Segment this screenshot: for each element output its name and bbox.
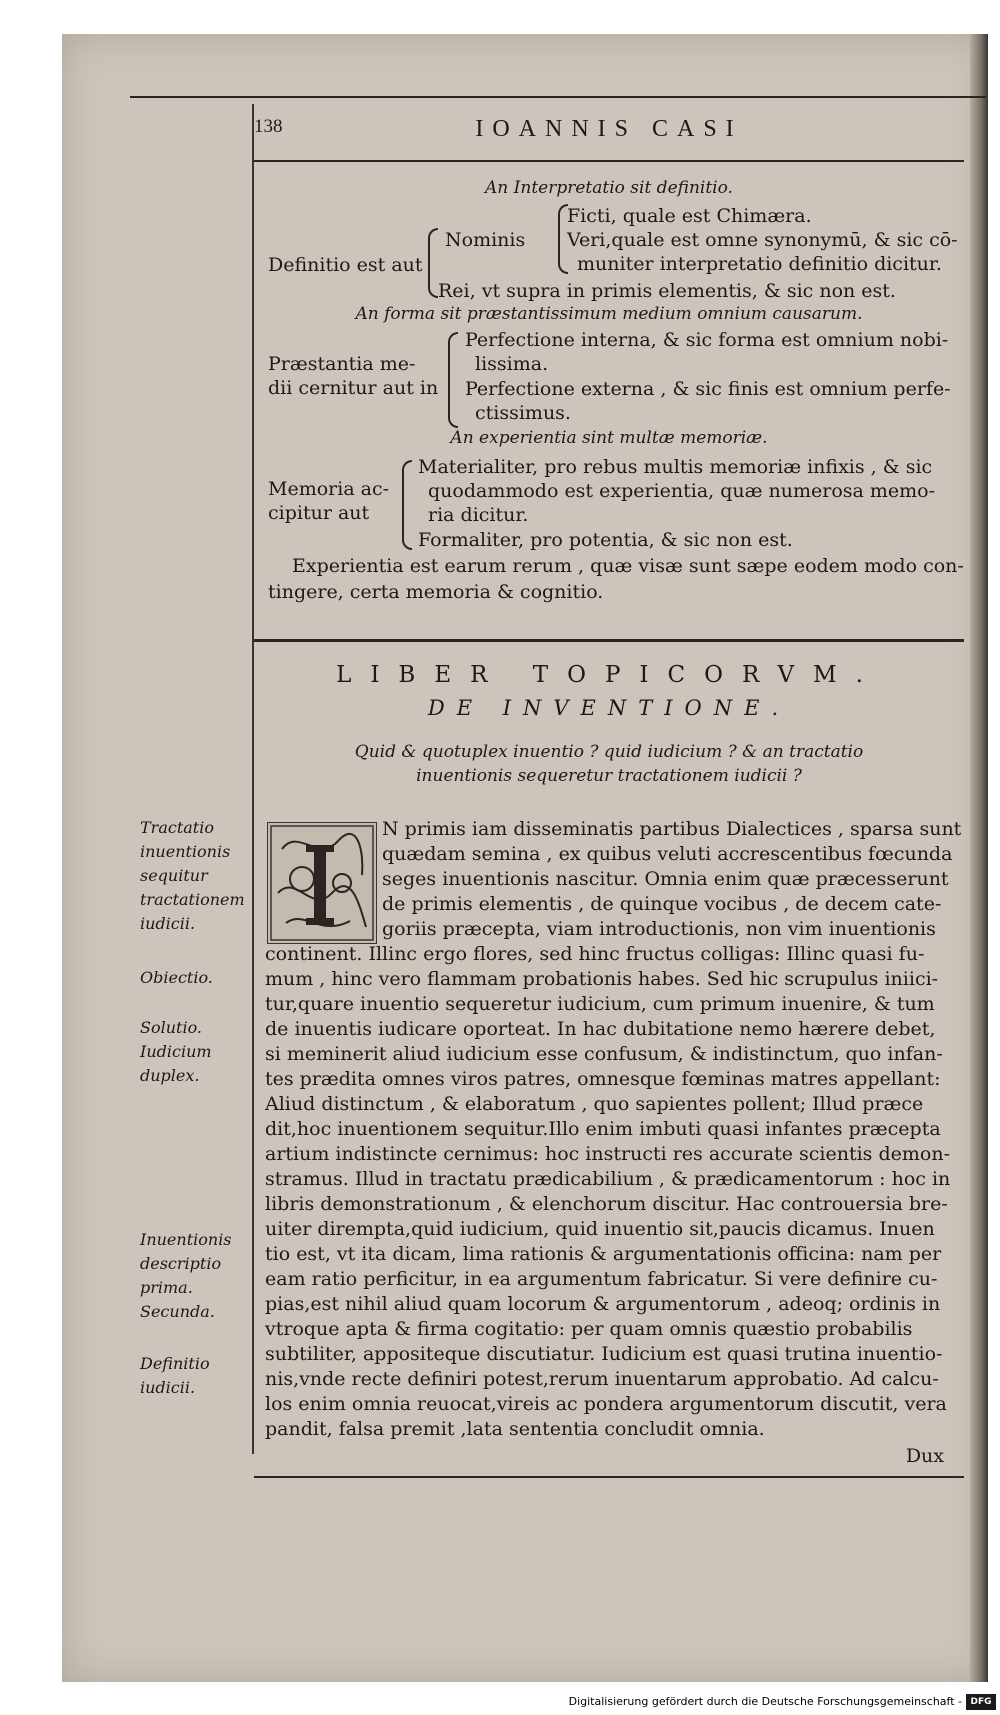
perfectione-interna-1: Perfectione interna, & sic forma est omnium nobi- <box>465 329 949 351</box>
experientia-def-1: Experientia est earum rerum , quæ visæ sunt sæpe eodem modo con- <box>292 555 964 577</box>
running-header <box>254 116 964 146</box>
praestantia-lead-1: Præstantia me- <box>268 353 416 375</box>
catchword: Dux <box>905 1445 944 1467</box>
veri-line-1: Veri,quale est omne synonymū, & sic cō- <box>567 229 958 251</box>
margin-note-definitio-iudicii: Definitio iudicii. <box>140 1354 210 1397</box>
digitization-footer <box>0 1692 1000 1715</box>
section-heading-forma: An forma sit præstantissimum medium omnium causarum. <box>355 304 863 324</box>
body-line-12: Aliud distinctum , & elaboratum , quo sapientes pollent; Illud præce <box>265 1093 924 1115</box>
body-line-21: vtroque apta & firma cogitatio: per quam omnis quæstio probabilis <box>265 1318 913 1340</box>
body-line-22: subtiliter, appositeque discutiatur. Iudicium est quasi trutina inuentio- <box>265 1343 943 1365</box>
perfectione-externa-1: Perfectione externa , & sic finis est omnium perfe- <box>465 378 951 400</box>
body-line-23: nis,vnde recte definiri potest,rerum inuentarum approbatio. Ad calcu- <box>265 1368 939 1390</box>
experientia-def-2: tingere, certa memoria & cognitio. <box>268 581 604 603</box>
section-heading-experientia: An experientia sint multæ memoriæ. <box>450 428 768 448</box>
body-line-4: de primis elementis , de quinque vocibus , de decem cate- <box>382 893 942 915</box>
margin-note-obiectio: Obiectio. <box>140 968 213 987</box>
body-line-13: dit,hoc inuentionem sequitur.Illo enim imbuti quasi infantes præcepta <box>265 1118 941 1140</box>
brace-definitio <box>428 228 438 298</box>
nominis-label: Nominis <box>445 229 526 251</box>
materialiter-3: ria dicitur. <box>428 504 529 526</box>
section-rule <box>254 639 964 642</box>
body-line-5: goriis præcepta, viam introductionis, non vim inuentionis <box>382 918 936 940</box>
body-line-20: pias,est nihil aliud quam locorum & argumentorum , adeoq; ordinis in <box>265 1293 941 1315</box>
question-line-1: Quid & quotuplex inuentio ? quid iudicium ? & an tractatio <box>354 742 864 762</box>
materialiter-2: quodammodo est experientia, quæ numerosa memo- <box>428 480 936 502</box>
book-subtitle: DE INVENTIONE. <box>427 696 791 720</box>
memoria-lead-1: Memoria ac- <box>268 478 390 500</box>
bottom-rule <box>254 1476 964 1478</box>
page-number: 138 <box>254 116 283 137</box>
praestantia-lead-2: dii cernitur aut in <box>268 377 439 399</box>
body-line-11: tes prædita omnes viros patres, omnesque fœminas matres appellant: <box>265 1068 941 1090</box>
footer-credit: Digitalisierung gefördert durch die Deutsche Forschungsgemeinschaft - <box>568 1695 962 1708</box>
question-line-2: inuentionis sequeretur tractationem iudicii ? <box>416 766 802 786</box>
header-rule <box>254 160 964 162</box>
body-line-8: tur,quare inuentio sequeretur iudicium, cum primum inuenire, & tum <box>265 993 935 1015</box>
perfectione-externa-2: ctissimus. <box>475 402 571 424</box>
body-line-9: de inuentis iudicare oporteat. In hac dubitatione nemo hærere debet, <box>265 1018 936 1040</box>
body-line-19: eam ratio perficitur, in ea argumentum fabricatur. Si vere definire cu- <box>265 1268 938 1290</box>
body-line-25: pandit, falsa premit ,lata sententia concludit omnia. <box>265 1418 765 1440</box>
materialiter-1: Materialiter, pro rebus multis memoriæ infixis , & sic <box>418 456 933 478</box>
memoria-lead-2: cipitur aut <box>268 502 370 524</box>
body-text <box>265 817 960 1442</box>
margin-note-tractatio: Tractatio inuentionis sequitur tractationem iudicii. <box>140 818 245 933</box>
running-title: IOANNIS CASI <box>475 116 743 142</box>
book-spine <box>970 34 988 1682</box>
body-line-24: los enim omnia reuocat,vireis ac pondera argumentorum discutit, vera <box>265 1393 947 1415</box>
body-line-3: seges inuentionis nascitur. Omnia enim quæ præcesserunt <box>382 868 949 890</box>
body-line-2: quædam semina , ex quibus veluti accrescentibus fœcunda <box>382 843 953 865</box>
brace-memoria <box>402 460 412 550</box>
margin-note-inuentionis: Inuentionis descriptio prima. Secunda. <box>140 1230 232 1321</box>
definitio-lead: Definitio est aut <box>268 254 423 276</box>
formaliter-line: Formaliter, pro potentia, & sic non est. <box>418 529 793 551</box>
book-title: LIBER TOPICORVM. <box>336 662 882 688</box>
margin-note-solutio: Solutio. Iudicium duplex. <box>140 1018 212 1085</box>
top-rule <box>130 96 986 98</box>
dfg-logo-icon: DFG <box>966 1694 996 1710</box>
body-line-7: mum , hinc vero flammam probationis habes. Sed hic scrupulus iniici- <box>265 968 939 990</box>
section-heading-interpretatio: An Interpretatio sit definitio. <box>485 178 733 198</box>
body-line-17: uiter dirempta,quid iudicium, quid inuentio sit,paucis dicamus. Inuen <box>265 1218 935 1240</box>
perfectione-interna-2: lissima. <box>475 353 549 375</box>
body-line-14: artium indistincte cernimus: hoc instructi res accurate scientis demon- <box>265 1143 950 1165</box>
veri-line-2: muniter interpretatio definitio dicitur. <box>577 253 942 275</box>
brace-praestantia <box>448 332 458 428</box>
rei-line: Rei, vt supra in primis elementis, & sic non est. <box>438 280 896 302</box>
body-line-18: tio est, vt ita dicam, lima rationis & argumentationis officina: nam per <box>265 1243 942 1265</box>
body-line-10: si meminerit aliud iudicium esse confusum, & indistinctum, quo infan- <box>265 1043 943 1065</box>
ficti-line: Ficti, quale est Chimæra. <box>567 205 812 227</box>
body-line-1: N primis iam disseminatis partibus Dialectices , sparsa sunt <box>382 818 962 840</box>
body-line-16: libris demonstrationum , & elenchorum discitur. Hac controuersia bre- <box>265 1193 948 1215</box>
body-line-6: continent. Illinc ergo flores, sed hinc fructus colligas: Illinc quasi fu- <box>265 943 925 965</box>
body-line-15: stramus. Illud in tractatu prædicabilium , & prædicamentorum : hoc in <box>265 1168 951 1190</box>
